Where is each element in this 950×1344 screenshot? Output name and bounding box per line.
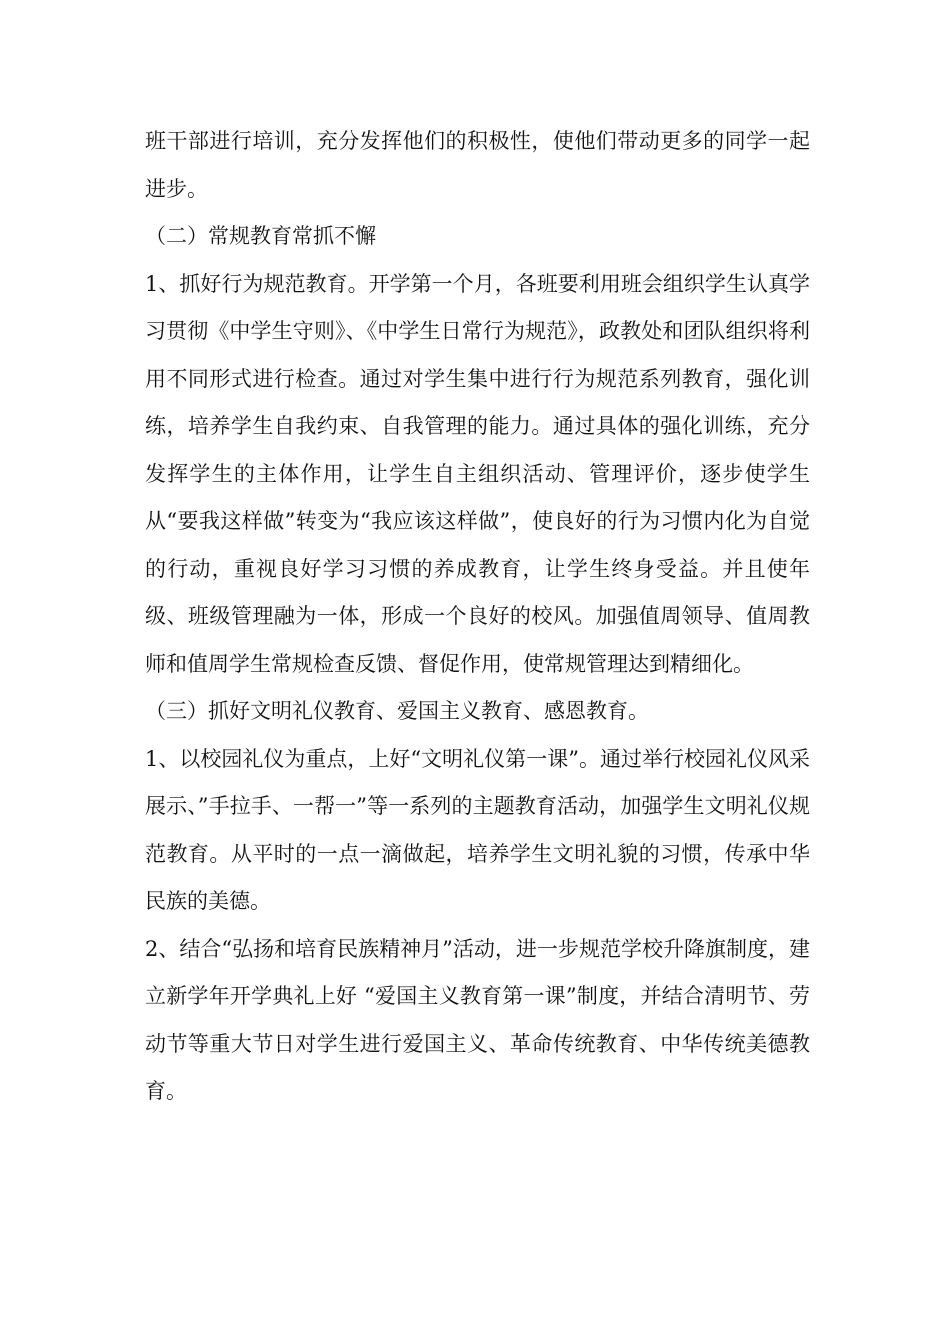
paragraph-etiquette: 1、以校园礼仪为重点，上好“文明礼仪第一课”。通过举行校园礼仪风采展示、”手拉手、一帮一”等一系列的主题教育活动，加强学生文明礼仪规范教育。从平时的一点一滴做起，培养学生文明礼貌的习惯，传承中华民族的美德。 [145,746,810,913]
paragraph-continuation: 班干部进行培训，充分发挥他们的积极性，使他们带动更多的同学一起进步。 [145,129,810,201]
document-body [145,118,810,1116]
paragraph-behavior-norms: 1、抓好行为规范教育。开学第一个月，各班要利用班会组织学生认真学习贯彻《中学生守则》、《中学生日常行为规范》，政教处和团队组织将利用不同形式进行检查。通过对学生集中进行行为规范系列教育，强化训练，培养学生自我约束、自我管理的能力。通过具体的强化训练，充分发挥学生的主体作用，让学生自主组织活动、管理评价，逐步使学生从“要我这样做”转变为“我应该这样做”，使良好的行为习惯内化为自觉的行动，重视良好学习习惯的养成教育，让学生终身受益。并且使年级、班级管理融为一体，形成一个良好的校风。加强值周领导、值周教师和值周学生常规检查反馈、督促作用，使常规管理达到精细化。 [145,271,810,676]
paragraph-patriotism: 2、结合“弘扬和培育民族精神月”活动，进一步规范学校升降旗制度，建立新学年开学典礼上好 “爱国主义教育第一课”制度，并结合清明节、劳动节等重大节日对学生进行爱国主义、革命传统教育、中华传统美德教育。 [145,936,810,1103]
section-heading-2: （二）常规教育常抓不懈 [145,224,376,248]
section-heading-3: （三）抓好文明礼仪教育、爱国主义教育、感恩教育。 [145,699,649,723]
